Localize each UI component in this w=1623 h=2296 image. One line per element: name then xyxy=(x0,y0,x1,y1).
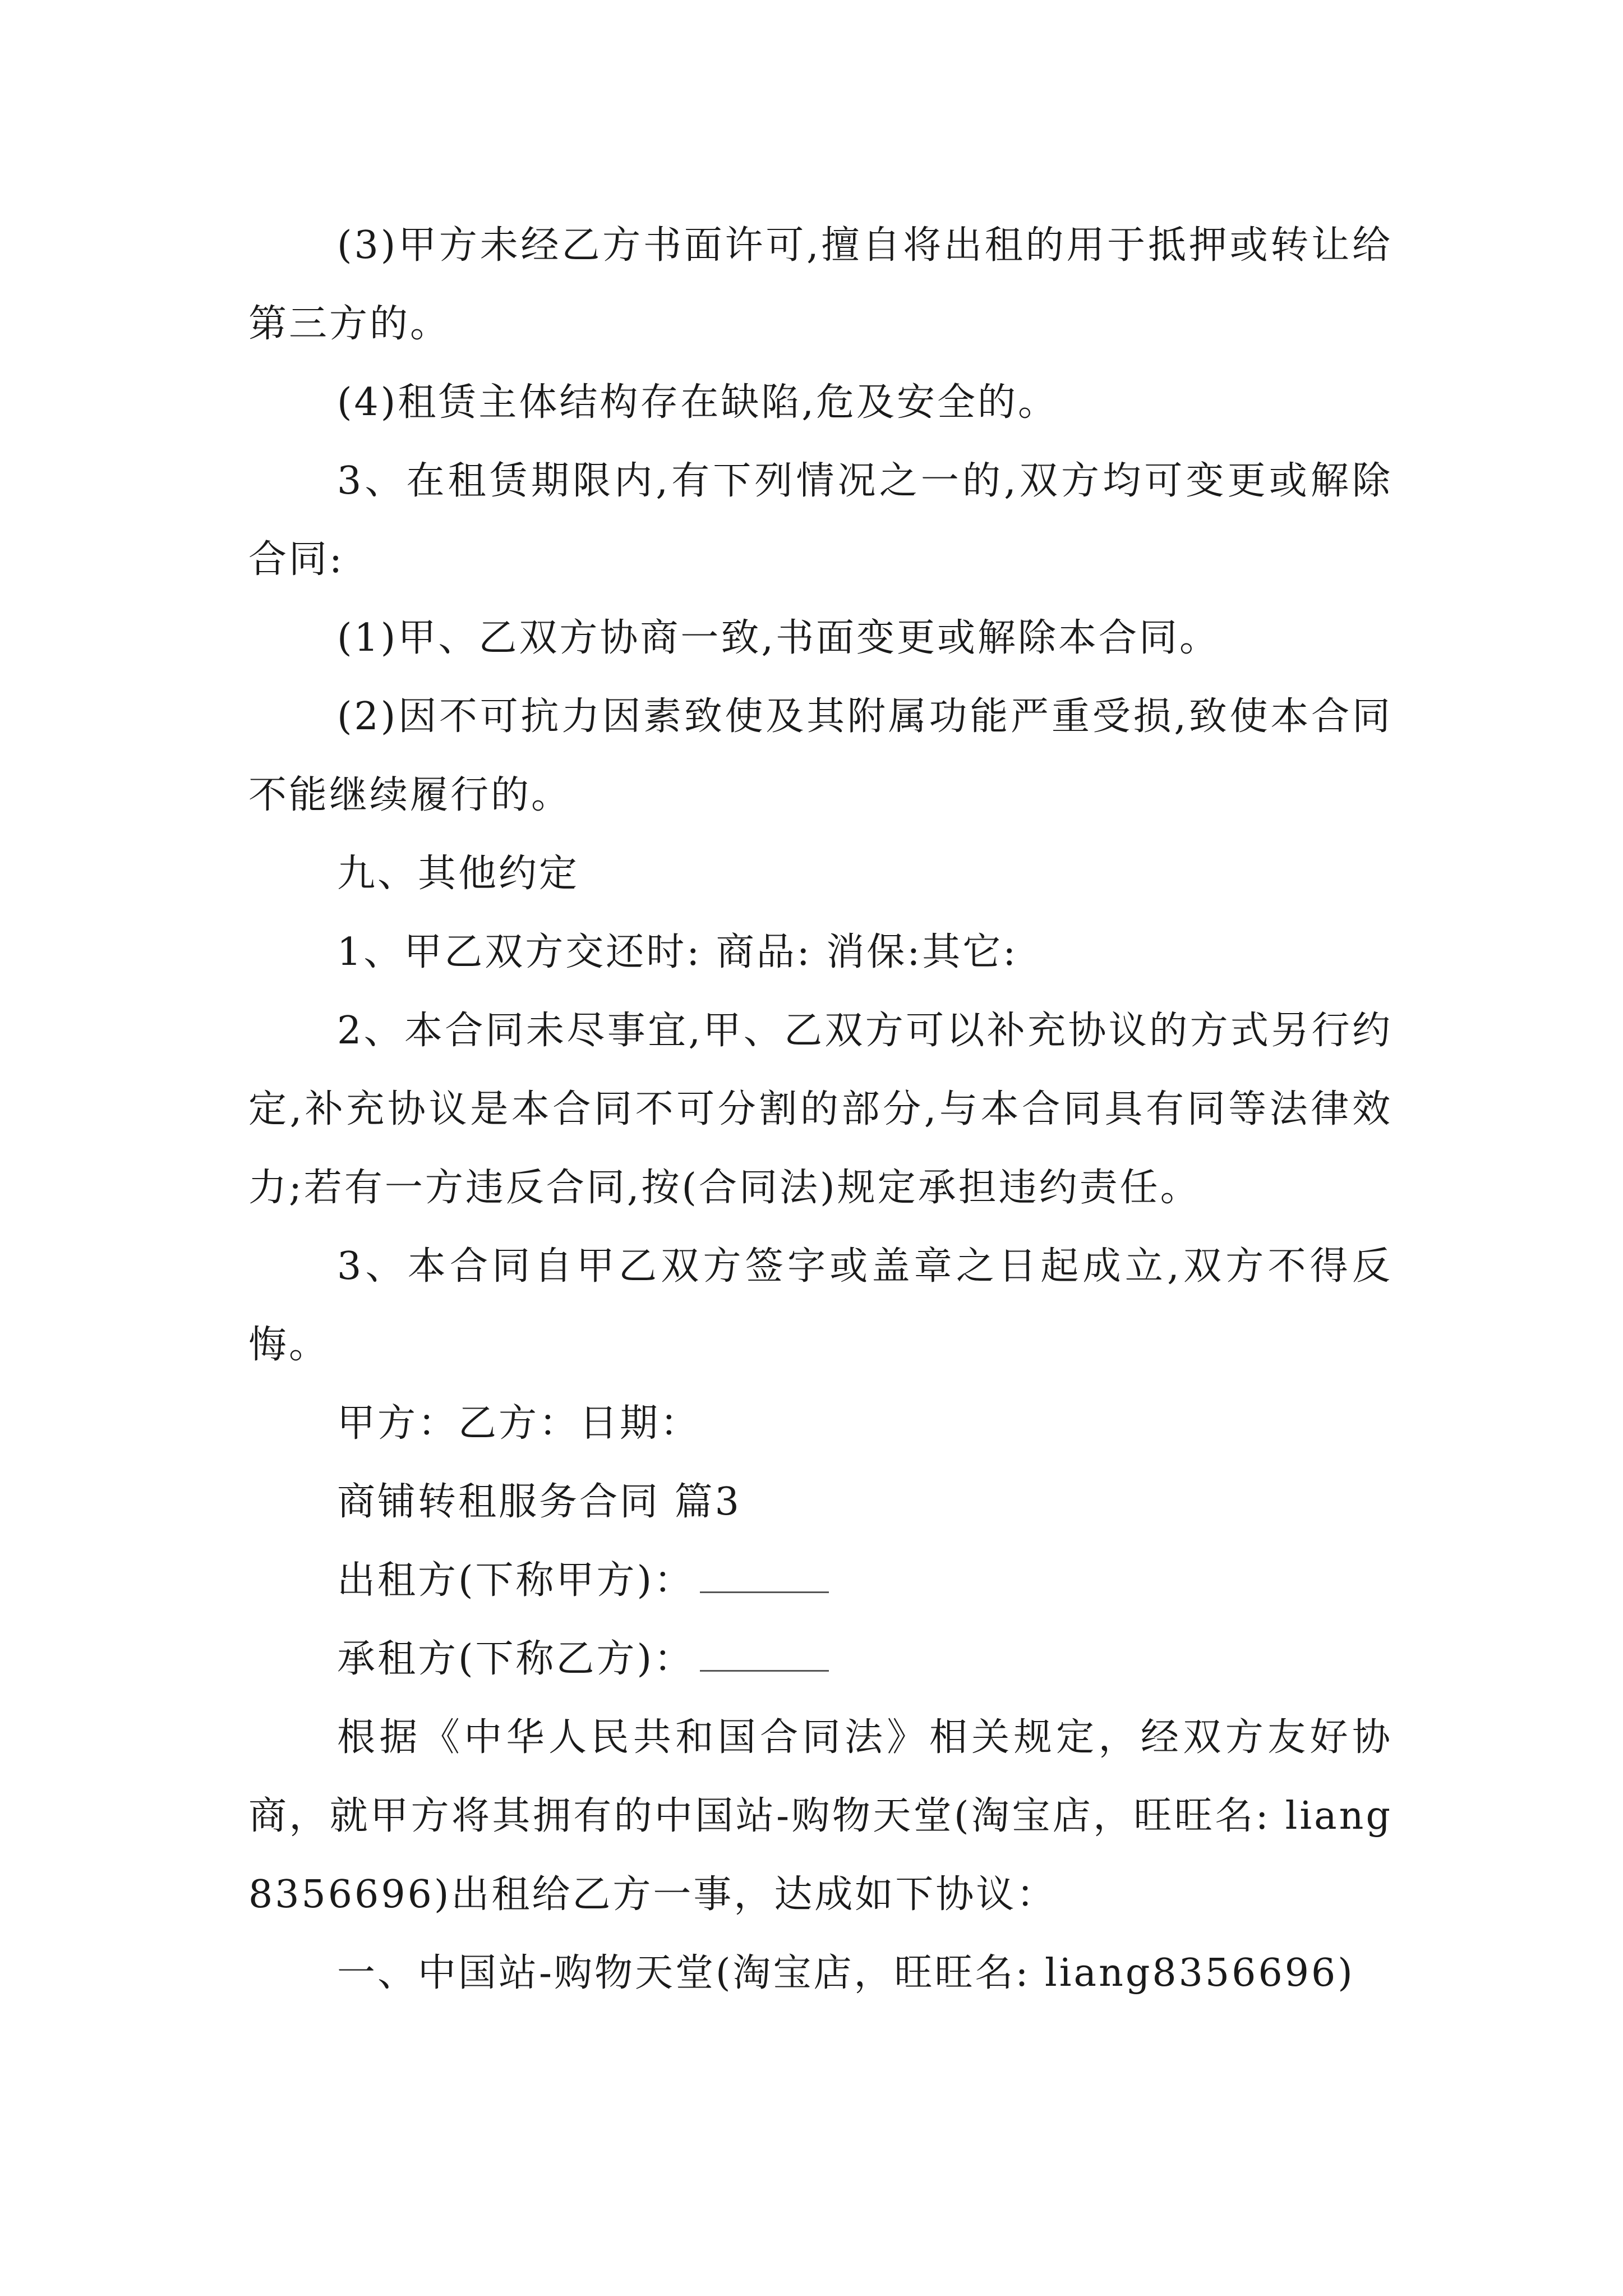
paragraph-clause-3-4: (4)租赁主体结构存在缺陷,危及安全的。 xyxy=(337,380,1058,425)
document-body xyxy=(248,206,1393,2013)
section-heading-nine: 九、其他约定 xyxy=(337,852,580,896)
paragraph-clause-1: (1)甲、乙双方协商一致,书面变更或解除本合同。 xyxy=(337,616,1220,660)
signature-line: 甲方：乙方：日期： xyxy=(337,1401,701,1446)
paragraph-other-3: 3、本合同自甲乙双方签字或盖章之日起成立,双方不得反悔。 xyxy=(248,1244,1393,1367)
lessor-line xyxy=(248,1542,1393,1620)
paragraph-clause-2: (2)因不可抗力因素致使及其附属功能严重受损,致使本合同不能继续履行的。 xyxy=(248,694,1393,817)
lessee-label: 承租方(下称乙方)： xyxy=(337,1637,695,1681)
lessee-blank xyxy=(700,1631,829,1672)
paragraph-other-1: 1、甲乙双方交还时: 商品: 消保:其它: xyxy=(337,930,1018,974)
paragraph-article-one: 一、中国站-购物天堂(淘宝店，旺旺名: liang8356696) xyxy=(337,1951,1355,1995)
paragraph-preamble: 根据《中华人民共和国合同法》相关规定，经双方友好协商，就甲方将其拥有的中国站-购物天堂(淘宝店，旺旺名: liang8356696)出租给乙方一事，达成如下协议： xyxy=(248,1715,1393,1917)
paragraph-section-3: 3、在租赁期限内,有下列情况之一的,双方均可变更或解除合同: xyxy=(248,459,1393,582)
contract-title: 商铺转租服务合同 篇3 xyxy=(337,1480,741,1524)
lessor-blank xyxy=(700,1552,829,1593)
lessee-line xyxy=(248,1620,1393,1699)
lessor-label: 出租方(下称甲方)： xyxy=(337,1558,695,1603)
paragraph-other-2: 2、本合同未尽事宜,甲、乙双方可以补充协议的方式另行约定,补充协议是本合同不可分割的部分,与本合同具有同等法律效力;若有一方违反合同,按(合同法)规定承担违约责任。 xyxy=(248,1009,1393,1210)
paragraph-clause-3-3: (3)甲方未经乙方书面许可,擅自将出租的用于抵押或转让给第三方的。 xyxy=(248,223,1393,346)
